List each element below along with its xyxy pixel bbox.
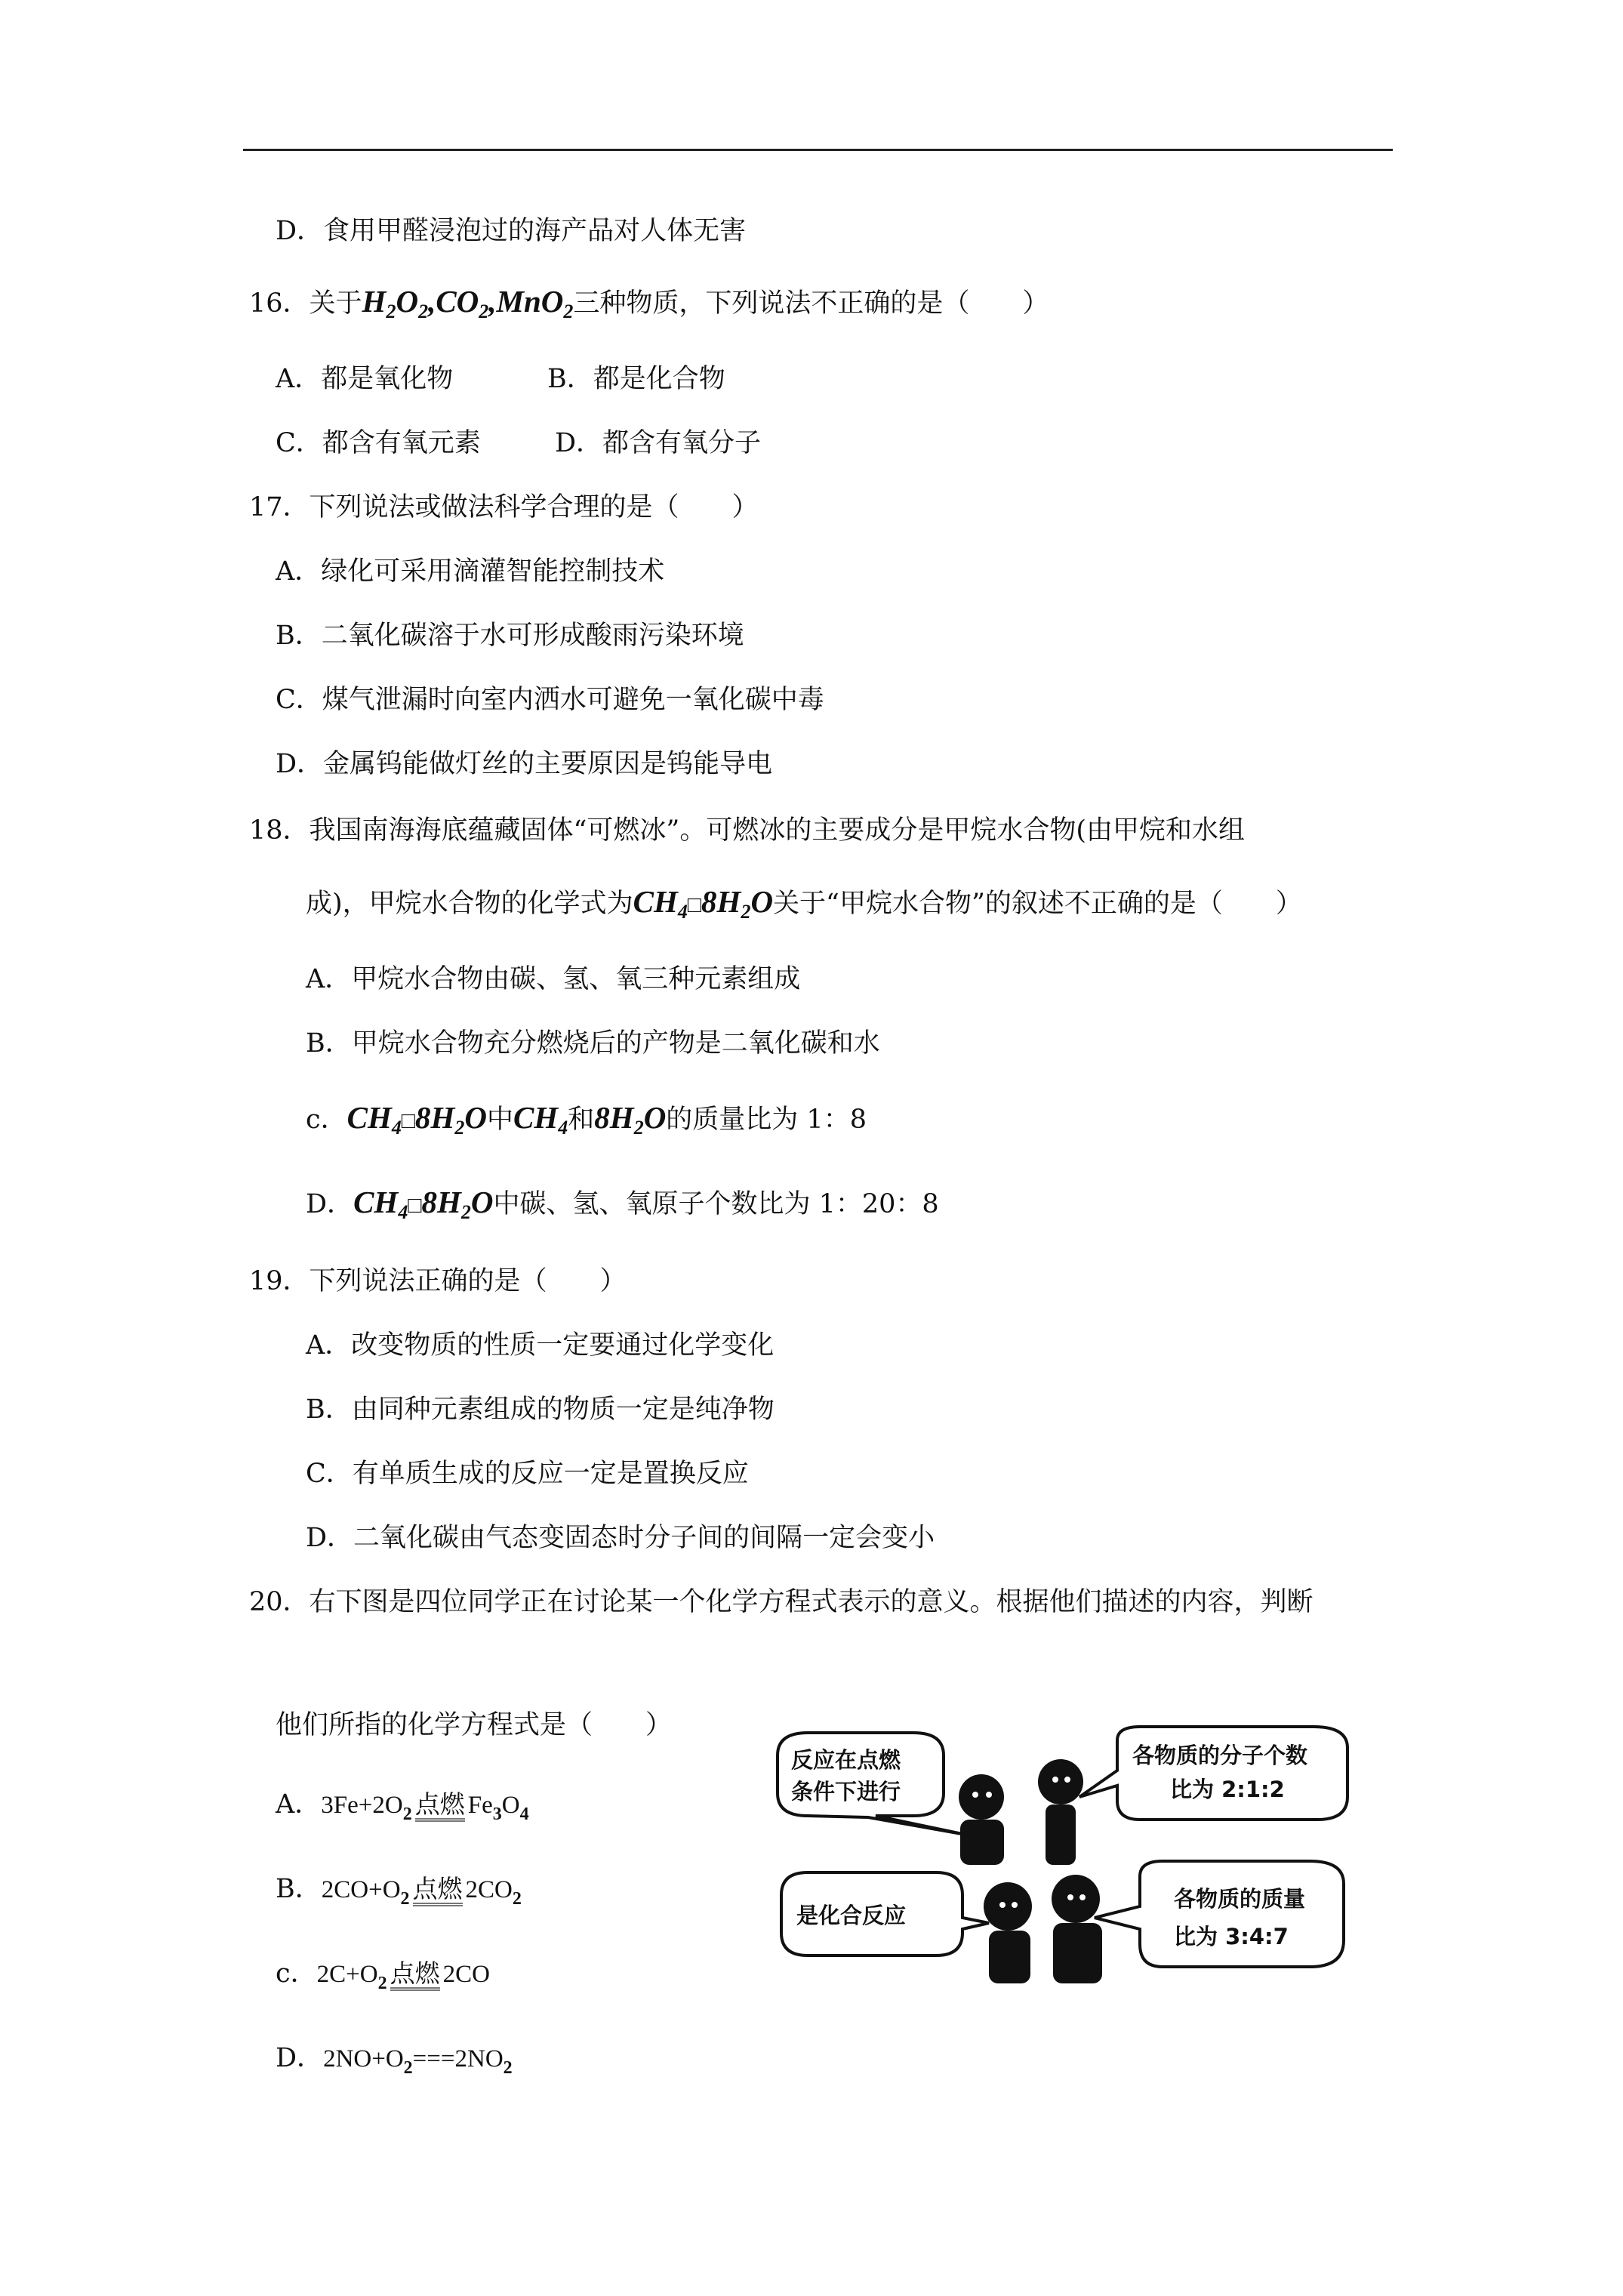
q16-option-b: B．都是化合物: [547, 364, 725, 394]
q20-option-a: A．$3Fe+2O_2$ 点燃 $Fe_3O_4$: [276, 1789, 529, 1824]
q20-option-c: c．$2C+O_2$ 点燃 2CO: [276, 1959, 490, 1993]
q16-stem: 16．关于$H_2O_2,CO_2,MnO_2$三种物质，下列说法不正确的是（ ）: [249, 284, 1049, 322]
q16-option-c: C．都含有氧元素: [276, 428, 481, 458]
q19-option-a: A．改变物质的性质一定要通过化学变化: [306, 1330, 775, 1361]
q17-stem: 17．下列说法或做法科学合理的是（ ）: [249, 492, 759, 522]
q18-option-b: B．甲烷水合物充分燃烧后的产物是二氧化碳和水: [306, 1028, 880, 1059]
q17-option-a: A．绿化可采用滴灌智能控制技术: [276, 556, 665, 587]
student-2-body: [1046, 1804, 1076, 1865]
bubble-3-text: 是化合反应: [796, 1903, 907, 1928]
q20-option-b: B．$2CO+O_2$ 点燃 $2CO_2$: [276, 1874, 522, 1909]
q19-option-d: D．二氧化碳由气态变固态时分子间的间隔一定会变小: [306, 1523, 935, 1553]
bubble-4-line-1: 各物质的质量: [1174, 1886, 1306, 1912]
q18-option-d: D．$CH_4□8H_2O$中碳、氢、氧原子个数比为 1：20：8: [306, 1185, 939, 1223]
q19-stem: 19．下列说法正确的是（ ）: [249, 1266, 627, 1296]
bubble-4-line-2: 比为 3:4:7: [1174, 1924, 1289, 1949]
student-3-body: [989, 1931, 1030, 1983]
student-4-head: [1052, 1875, 1100, 1923]
bubble-2-line-1: 各物质的分子个数: [1132, 1743, 1308, 1768]
student-4-body: [1053, 1923, 1102, 1983]
speech-bubble-4: [1095, 1861, 1344, 1967]
q20-stem-line1: 20．右下图是四位同学正在讨论某一个化学方程式表示的意义。根据他们描述的内容，判断: [249, 1587, 1313, 1617]
students-group: [959, 1759, 1102, 1983]
q15-option-d: D．食用甲醛浸泡过的海产品对人体无害: [276, 216, 747, 246]
q16-option-a: A．都是氧化物: [276, 364, 454, 394]
q17-option-b: B．二氧化碳溶于水可形成酸雨污染环境: [276, 621, 744, 651]
q20-option-d: D．$2NO+O_2===2NO_2$: [276, 2043, 513, 2078]
q19-option-b: B．由同种元素组成的物质一定是纯净物: [306, 1395, 775, 1425]
discussion-illustration: [762, 1725, 1359, 2001]
q18-stem-line2: 成)，甲烷水合物的化学式为$CH_4□8H_2O$关于“甲烷水合物”的叙述不正确的是（ ）: [306, 884, 1302, 923]
q18-option-c: c．$CH_4□8H_2O$中$CH_4$和$8H_2O$的质量比为 1：8: [306, 1100, 867, 1139]
discussion-figure: [762, 1725, 1359, 2001]
q19-option-c: C．有单质生成的反应一定是置换反应: [306, 1459, 749, 1489]
q16-option-d: D．都含有氧分子: [555, 428, 762, 458]
student-3-head: [984, 1882, 1032, 1931]
q18-option-a: A．甲烷水合物由碳、氢、氧三种元素组成: [306, 964, 801, 994]
header-rule: [243, 149, 1393, 151]
student-1-head: [959, 1774, 1004, 1820]
bubble-2-line-2: 比为 2:1:2: [1170, 1777, 1285, 1802]
student-1-body: [960, 1820, 1004, 1865]
bubble-1-line-2: 条件下进行: [791, 1779, 901, 1804]
bubble-1-line-1: 反应在点燃: [791, 1747, 901, 1773]
q17-option-d: D．金属钨能做灯丝的主要原因是钨能导电: [276, 749, 773, 779]
q17-option-c: C．煤气泄漏时向室内洒水可避免一氧化碳中毒: [276, 685, 824, 715]
student-2-head: [1038, 1759, 1083, 1804]
q20-stem-line2: 他们所指的化学方程式是（ ）: [276, 1710, 673, 1740]
q18-stem-line1: 18．我国南海海底蕴藏固体“可燃冰”。可燃冰的主要成分是甲烷水合物(由甲烷和水组: [249, 815, 1245, 846]
speech-bubble-2: [1079, 1727, 1347, 1820]
